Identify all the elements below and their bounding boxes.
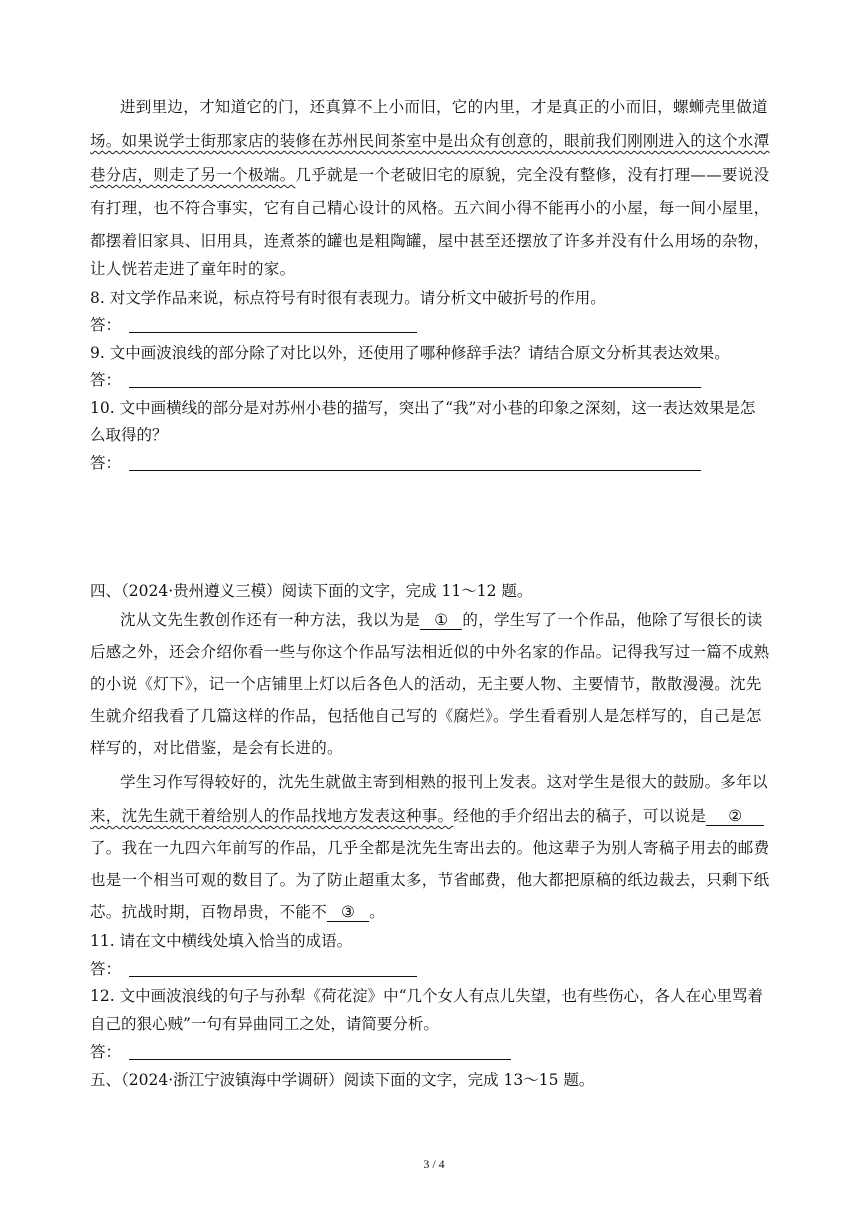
section4-p2-line5 (90, 901, 385, 923)
answer-line[interactable] (129, 454, 701, 471)
section4-p1-line1 (120, 609, 763, 631)
passage-text: 几乎就是一个老破旧宅的原貌，完全没有整修，没有打理——要说没 (295, 166, 770, 184)
answer-label: 答： (90, 454, 122, 472)
question-8: 8. 对文学作品来说，标点符号有时很有表现力。请分析文中破折号的作用。 (90, 289, 606, 307)
section4-p2-line2 (90, 805, 764, 827)
answer-line[interactable] (129, 371, 701, 388)
answer-label: 答： (90, 960, 122, 978)
section4-p2-line1: 学生习作写得较好的，沈先生就做主寄到相熟的报刊上发表。这对学生是很大的鼓励。多年以 (120, 773, 768, 791)
passage-text: 沈从文先生教创作还有一种方法，我以为是 (120, 611, 421, 629)
passage1-line5: 都摆着旧家具、旧用具，连煮茶的罐也是粗陶罐，屋中甚至还摆放了许多并没有什么用场的杂物， (90, 232, 770, 250)
answer-label: 答： (90, 316, 122, 334)
answer-label: 答： (90, 371, 122, 389)
wavy-underlined-text: 场。如果说学士街那家店的装修在苏州民间茶室中是出众有创意的，眼前我们刚刚进入的这个水潭 (90, 132, 770, 150)
answer-12 (90, 1041, 511, 1063)
answer-9 (90, 369, 701, 391)
passage-text: 的，学生写了一个作品，他除了写很长的读 (462, 611, 763, 629)
section4-p1-line5: 样写的，对比借鉴，是会有长进的。 (90, 739, 343, 757)
answer-10 (90, 452, 701, 474)
section4-p2-line4: 也是一个相当可观的数目了。为了防止超重太多，节省邮费，他大都把原稿的纸边裁去，只剩下纸 (90, 871, 770, 889)
wavy-underlined-text: 巷分店，则走了另一个极端。 (90, 166, 296, 184)
answer-label: 答： (90, 1043, 122, 1061)
passage1-line6: 让人恍若走进了童年时的家。 (90, 260, 296, 278)
passage1-line2 (90, 130, 769, 152)
blank-2[interactable]: ② (706, 807, 764, 826)
answer-line[interactable] (129, 960, 417, 977)
passage-text: 芯。抗战时期，百物昂贵，不能不 (90, 903, 328, 921)
section-5-header: 五、（2024·浙江宁波镇海中学调研）阅读下面的文字，完成 13～15 题。 (90, 1071, 595, 1089)
section-4-header: 四、（2024·贵州遵义三模）阅读下面的文字，完成 11～12 题。 (90, 582, 533, 600)
blank-3[interactable]: ③ (327, 903, 369, 922)
section4-p1-line4: 生就介绍我看了几篇这样的作品，包括他自己写的《腐烂》。学生看看别人是怎样写的，自己是怎 (90, 707, 762, 725)
answer-line[interactable] (129, 1043, 511, 1060)
passage1-line1: 进到里边，才知道它的门，还真算不上小而旧，它的内里，才是真正的小而旧，螺蛳壳里做道 (120, 98, 768, 116)
section4-p2-line3: 了。我在一九四六年前写的作品，几乎全都是沈先生寄出去的。他这辈子为别人寄稿子用去的邮费 (90, 839, 770, 857)
wavy-underlined-text: 来，沈先生就干着给别人的作品找地方发表这种事。 (90, 807, 454, 825)
passage1-line3 (90, 164, 769, 186)
passage-text: 。 (369, 903, 386, 921)
question-12-line2: 自己的狠心贼”一句有异曲同工之处，请简要分析。 (90, 1015, 439, 1033)
question-11: 11. 请在文中横线处填入恰当的成语。 (90, 932, 353, 950)
answer-11 (90, 958, 417, 980)
blank-1[interactable]: ① (420, 611, 462, 630)
answer-8 (90, 314, 417, 336)
question-12-line1: 12. 文中画波浪线的句子与孙犁《荷花淀》中“几个女人有点儿失望，也有些伤心，各人在心里骂着 (90, 987, 764, 1005)
answer-line[interactable] (129, 316, 417, 333)
question-10-line1: 10. 文中画横线的部分是对苏州小巷的描写，突出了“我”对小巷的印象之深刻，这一表达效果是怎 (90, 399, 756, 417)
passage1-line4: 有打理，也不符合事实，它有自己精心设计的风格。五六间小得不能再小的小屋，每一间小屋里， (90, 199, 770, 217)
section4-p1-line3: 的小说《灯下》，记一个店铺里上灯以后各色人的活动，无主要人物、主要情节，散散漫漫。沈先 (90, 675, 762, 693)
question-9: 9. 文中画波浪线的部分除了对比以外，还使用了哪种修辞手法？请结合原文分析其表达效果。 (90, 344, 730, 362)
passage-text: 经他的手介绍出去的稿子，可以说是 (453, 807, 707, 825)
page-number: 3 / 4 (423, 1157, 445, 1171)
section4-p1-line2: 后感之外，还会介绍你看一些与你这个作品写法相近似的中外名家的作品。记得我写过一篇不成熟 (90, 643, 770, 661)
question-10-line2: 么取得的？ (90, 426, 168, 444)
